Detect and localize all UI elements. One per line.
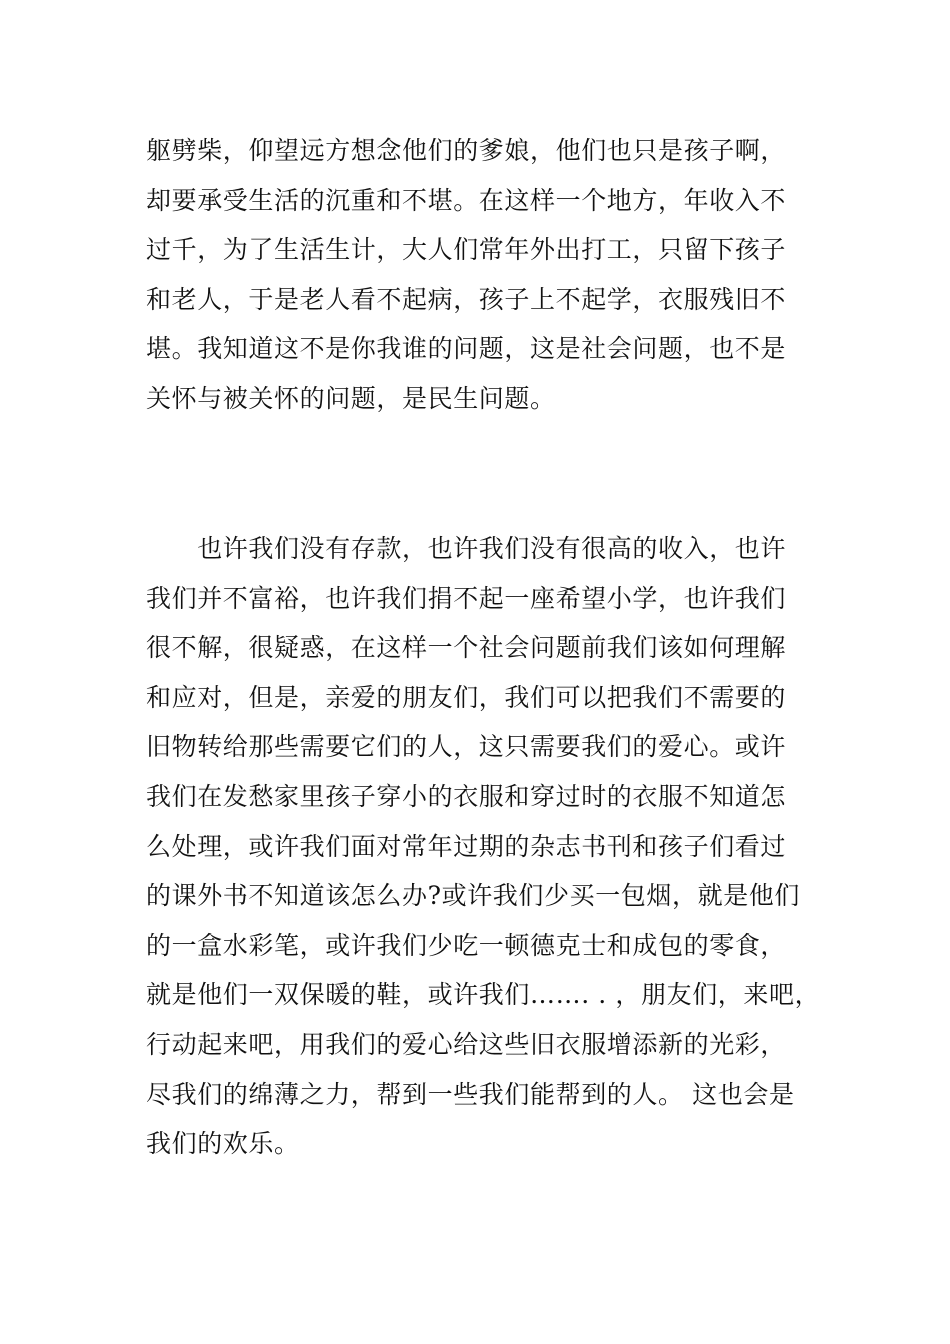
text-line: 的一盒水彩笔，或许我们少吃一顿德克士和成包的零食， (146, 930, 787, 960)
text-line: 很不解，很疑惑，在这样一个社会问题前我们该如何理解 (146, 633, 787, 663)
text-line: 也许我们没有存款，也许我们没有很高的收入，也许 (146, 534, 787, 563)
text-line: 行动起来吧，用我们的爱心给这些旧衣服增添新的光彩， (146, 1029, 787, 1059)
text-line: 和应对，但是，亲爱的朋友们，我们可以把我们不需要的 (146, 682, 787, 712)
text-line: 堪。我知道这不是你我谁的问题，这是社会问题，也不是 (146, 334, 787, 364)
text-line: 旧物转给那些需要它们的人，这只需要我们的爱心。或许 (146, 732, 787, 762)
text-line: 却要承受生活的沉重和不堪。在这样一个地方，年收入不 (146, 185, 787, 215)
text-line: 就是他们一双保暖的鞋，或许我们……. . ，朋友们，来吧， (146, 980, 821, 1010)
text-line: 么处理，或许我们面对常年过期的杂志书刊和孩子们看过 (146, 831, 787, 861)
text-line: 的课外书不知道该怎么办?或许我们少买一包烟，就是他们 (146, 881, 801, 911)
text-line: 我们并不富裕，也许我们捐不起一座希望小学，也许我们 (146, 583, 787, 613)
text-line: 关怀与被关怀的问题，是民生问题。 (146, 383, 556, 413)
paragraph-2 (146, 524, 846, 1169)
text-line: 和老人，于是老人看不起病，孩子上不起学，衣服残旧不 (146, 284, 787, 314)
text-line: 我们的欢乐。 (146, 1129, 300, 1159)
text-line: 过千，为了生活生计，大人们常年外出打工，只留下孩子 (146, 235, 787, 265)
text-line: 我们在发愁家里孩子穿小的衣服和穿过时的衣服不知道怎 (146, 781, 787, 811)
text-line: 尽我们的绵薄之力，帮到一些我们能帮到的人。 这也会是 (146, 1079, 795, 1109)
paragraph-1 (146, 126, 846, 424)
text-line: 躯劈柴，仰望远方想念他们的爹娘，他们也只是孩子啊， (146, 136, 787, 165)
